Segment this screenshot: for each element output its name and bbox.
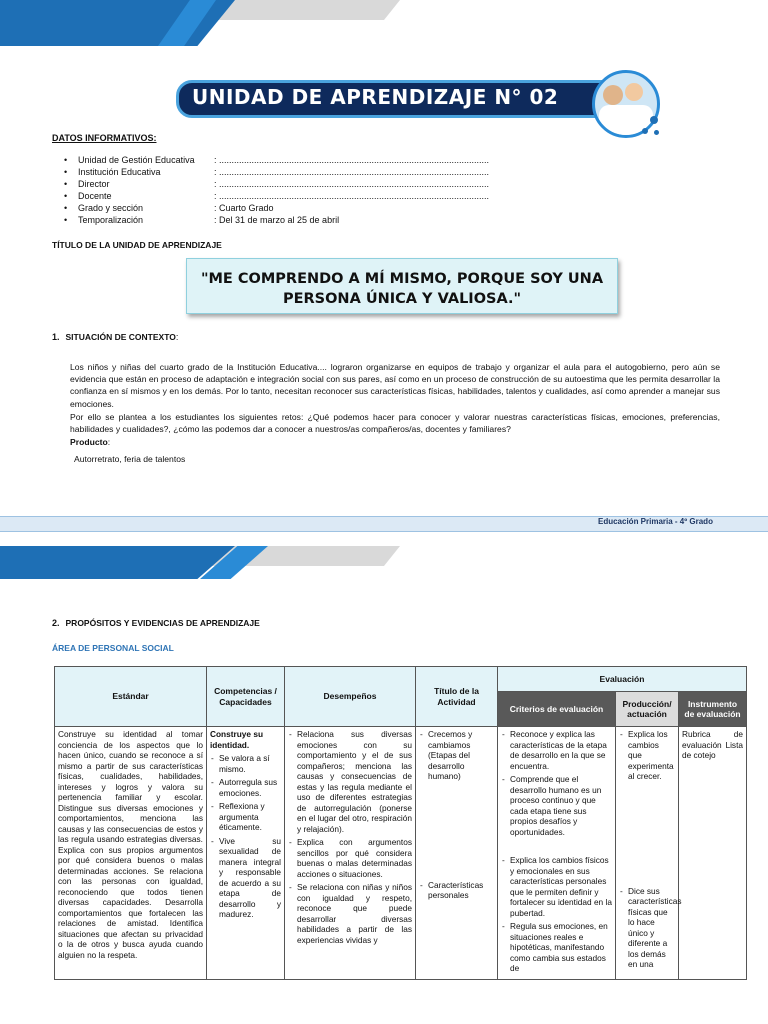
criterios-cell <box>498 727 616 980</box>
datos-row: • Temporalización : Del 31 de marzo al 25 de abril <box>64 215 340 225</box>
criterio-item: - Explica los cambios físicos y emocionales en sus características personales que le permiten definir y fortalecer su identidad en la pubertad. <box>510 855 612 918</box>
capacidad-item: - Vive su sexualidad de manera integral y responsable de acuerdo a su etapa de desarrollo y madurez. <box>219 836 281 920</box>
actividad-item: - Características personales <box>428 880 494 901</box>
produccion-item: - Dice sus características físicas que lo hace único y diferente a los demás en una <box>628 886 675 970</box>
decor-dot <box>642 128 648 134</box>
page-footer-text: Educación Primaria - 4º Grado <box>598 517 713 526</box>
header-produccion: Producción/ actuación <box>616 692 679 727</box>
capacidad-item: - Se valora a sí mismo. <box>219 753 281 774</box>
header-estandar: Estándar <box>55 667 207 727</box>
datos-row: • Grado y sección : Cuarto Grado <box>64 203 274 213</box>
desempeno-item: - Relaciona sus diversas emociones con su comportamiento y el de sus compañeros; menciona las causas y consecuencias de estas y las regula mediante el uso de diferentes estrategias de autorregulación (ponerse en el lugar del otro, respiración y relajación). <box>297 729 412 834</box>
situacion-paragraph-2: Por ello se plantea a los estudiantes los siguientes retos: ¿Qué podemos hacer para conocer y valorar nuestras características físicas, emociones, preferencias, habilidades y cualidades?, ¿cómo las podemos dar a conocer a nuestros/as compañeros/as, docentes y familiares? <box>70 412 720 435</box>
criterio-item: - Regula sus emociones, en situaciones reales e hipotéticas, manifestando como cambia sus estados de <box>510 921 612 974</box>
situacion-heading: 1. SITUACIÓN DE CONTEXTO: <box>52 332 179 342</box>
header-evaluacion: Evaluación <box>498 667 747 692</box>
propositos-heading: 2. PROPÓSITOS Y EVIDENCIAS DE APRENDIZAJE <box>52 618 260 628</box>
competencia-title: Construye su identidad. <box>210 729 264 750</box>
table-row <box>55 727 747 980</box>
produccion-item: - Explica los cambios que experimenta al crecer. <box>628 729 675 782</box>
header-desempenos: Desempeños <box>285 667 416 727</box>
quote-line-2: PERSONA ÚNICA Y VALIOSA." <box>282 291 522 307</box>
header-titulo-actividad: Título de la Actividad <box>416 667 498 727</box>
criterio-item: - Comprende que el desarrollo humano es un proceso continuo y que cada etapa tiene sus propios desafíos y oportunidades. <box>510 774 612 837</box>
competencias-cell <box>207 727 285 980</box>
produccion-cell <box>616 727 682 980</box>
datos-row: • Institución Educativa : ............................................................................................................ <box>64 167 490 177</box>
producto-value: Autorretrato, feria de talentos <box>74 454 186 464</box>
decor-dot <box>654 130 659 135</box>
capacidad-item: - Autorregula sus emociones. <box>219 777 281 798</box>
unit-title: UNIDAD DE APRENDIZAJE N° 02 <box>192 85 559 109</box>
capacidad-item: - Reflexiona y argumenta éticamente. <box>219 801 281 833</box>
header-criterios: Criterios de evaluación <box>498 692 616 727</box>
datos-row: • Director : ............................................................................................................ <box>64 179 490 189</box>
students-photo <box>592 70 660 138</box>
estandar-cell: Construye su identidad al tomar conciencia de los aspectos que lo hacen único, cuando se reconoce a sí mismo a partir de sus características físicas, cualidades, habilidades, intereses y logros y valora su pertenencia familiar y escolar. Distingue sus diversas emociones y comportamientos, menciona las causas y las consecuencias de estos y las regula usando estrategias diversas. Explica con sus propios argumentos por qué considera buenos o malas determinadas acciones. Se relaciona con las personas con igualdad, reconociendo que todos tienen diversas capacidades. Desarrolla comportamientos que fortalecen las relaciones de amistad. Identifica situaciones que afectan su privacidad o la de otros y busca ayuda cuando alguien no la respeta. <box>55 727 207 980</box>
datos-list <box>64 154 489 226</box>
criterio-item: - Reconoce y explica las características de la etapa de desarrollo en la que se encuentra. <box>510 729 612 771</box>
header-instrumento: Instrumento de evaluación <box>679 692 747 727</box>
situacion-paragraph-1: Los niños y niñas del cuarto grado de la Institución Educativa.... lograron organizarse en equipos de trabajo y organizar el aula para el autogobierno, pero aún se evidencia que están en proceso de adaptación e integración social con sus pares, así como en un proceso de construcción de su autoestima que les permita desarrollar la confianza en sí mismos y en los demás. Por lo tanto, necesitan reconocer sus características físicas, habilidades, talentos y cualidades, así como aprender a manejar sus emociones. <box>70 362 720 409</box>
unit-quote-box <box>186 258 618 314</box>
desempeno-item: - Se relaciona con niñas y niños con igualdad y respeto, reconoce que puede desarrollar diversas habilidades a partir de las experiencias vividas y <box>297 882 412 945</box>
propositos-table <box>54 666 747 980</box>
instrumento-cell: Rubrica de evaluación Lista de cotejo <box>679 727 747 980</box>
titulo-actividad-cell <box>416 727 498 980</box>
area-title: ÁREA DE PERSONAL SOCIAL <box>52 643 174 653</box>
datos-row: • Docente : ............................................................................................................ <box>64 191 490 201</box>
datos-informativos-label: DATOS INFORMATIVOS: <box>52 133 157 143</box>
producto-label: Producto: <box>70 437 111 447</box>
actividad-item: - Crecemos y cambiamos (Etapas del desarrollo humano) <box>428 729 494 782</box>
desempeno-item: - Explica con argumentos sencillos por qué considera buenas o malas determinadas acciones o situaciones. <box>297 837 412 879</box>
decor-dot <box>650 116 658 124</box>
datos-row: • Unidad de Gestión Educativa : ............................................................................................................ <box>64 155 490 165</box>
titulo-unidad-label: TÍTULO DE LA UNIDAD DE APRENDIZAJE <box>52 240 222 250</box>
header-competencias: Competencias / Capacidades <box>207 667 285 727</box>
desempenos-cell <box>285 727 416 980</box>
header-stripe-blue <box>0 546 235 579</box>
quote-line-1: "ME COMPRENDO A MÍ MISMO, PORQUE SOY UNA <box>200 271 604 287</box>
